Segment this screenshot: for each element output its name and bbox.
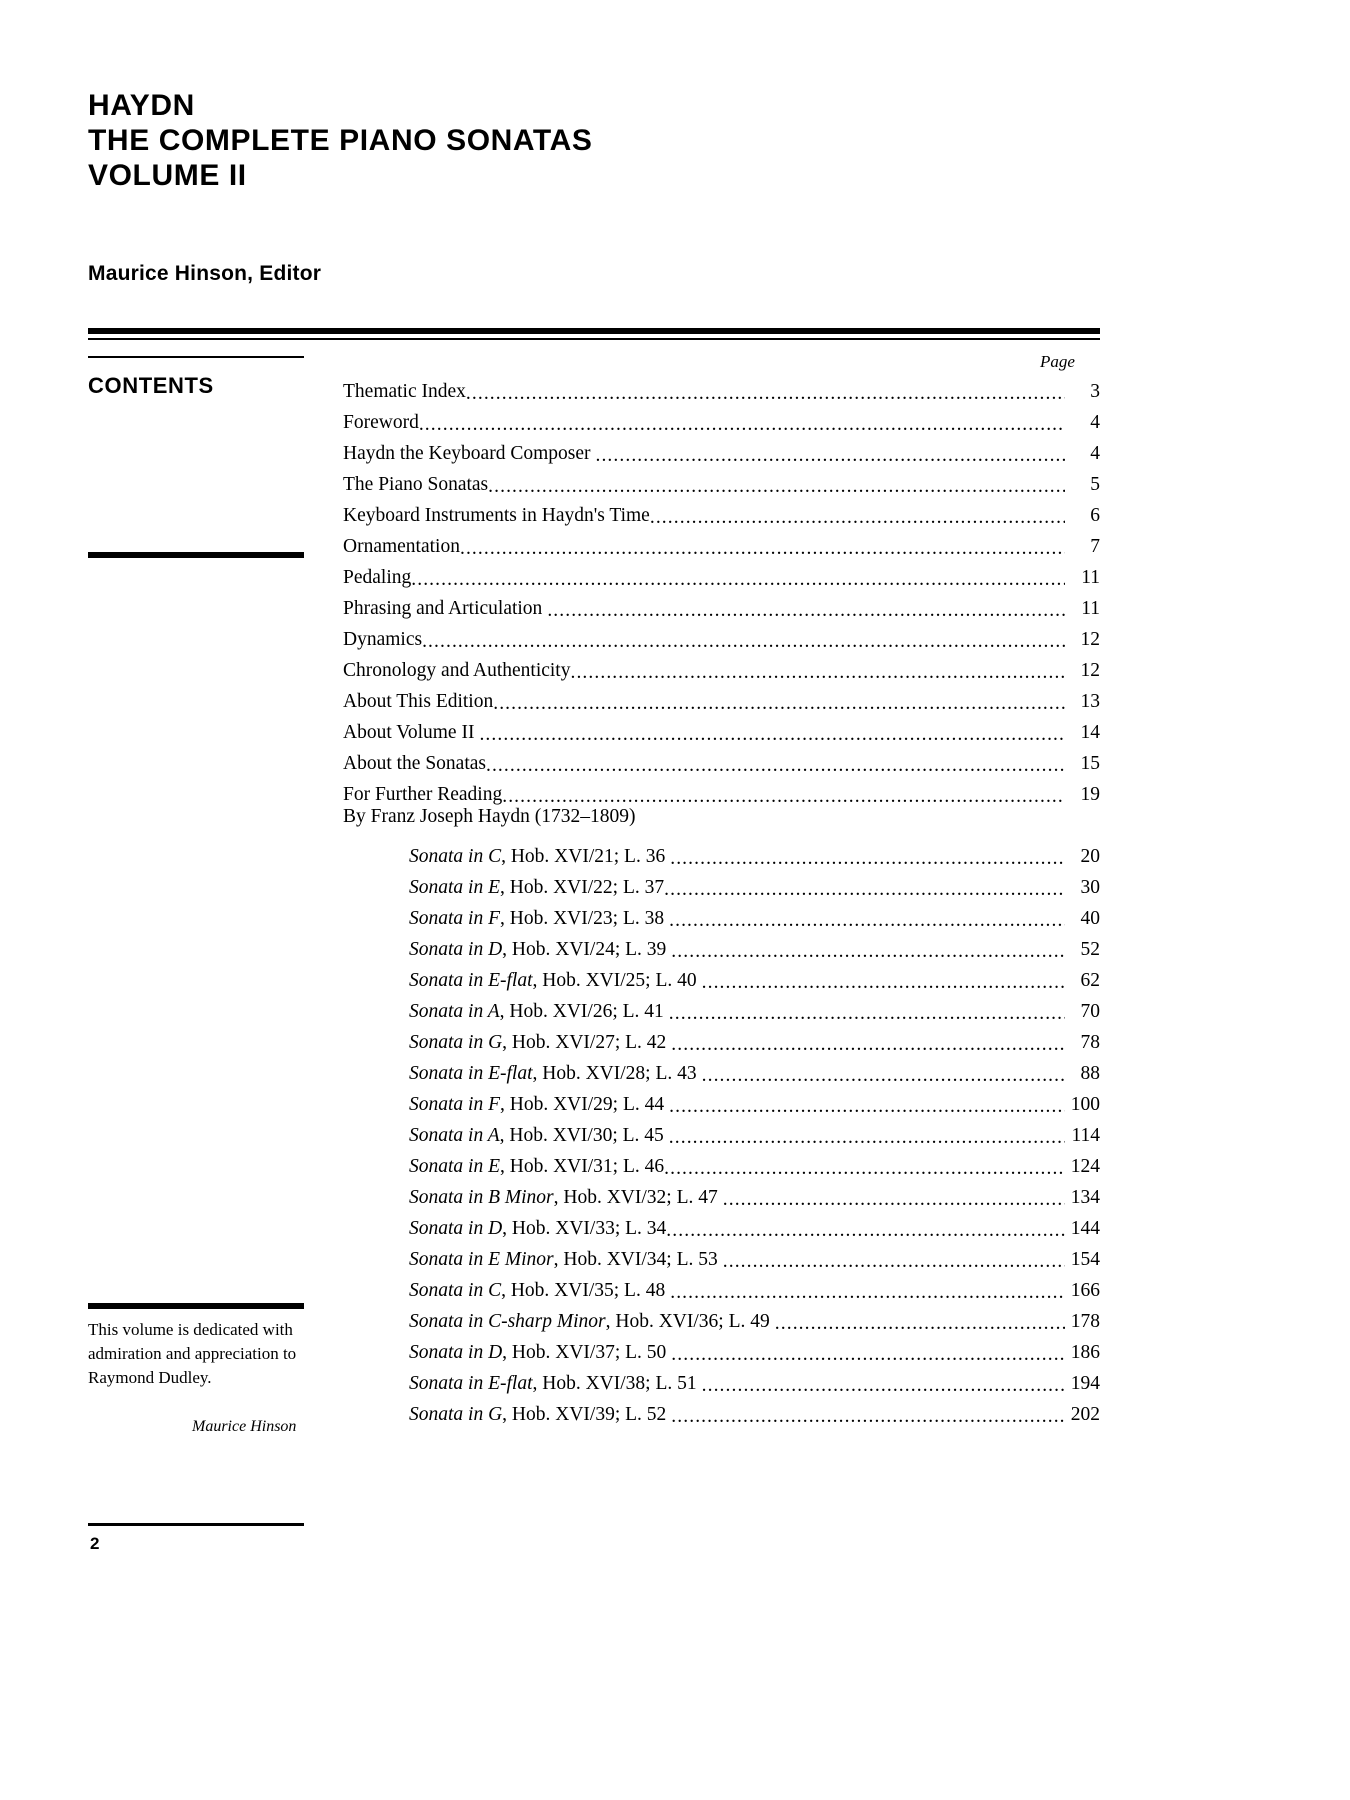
toc-entry-page-number: 88 [1080, 1063, 1100, 1084]
toc-entry-page-number: 15 [1080, 753, 1100, 774]
toc-entry[interactable] [343, 620, 1100, 651]
toc-dot-leader [723, 1255, 1065, 1268]
toc-entry-work-title: Sonata in F [409, 908, 500, 929]
title-line-composer: HAYDN [88, 89, 195, 122]
toc-dot-leader [669, 1131, 1065, 1144]
toc-entry[interactable] [343, 1023, 1100, 1054]
toc-entry-page-number: 52 [1080, 939, 1100, 960]
toc-entry-catalog-ref: , Hob. XVI/28; L. 43 [532, 1063, 697, 1084]
toc-entry[interactable] [343, 1054, 1100, 1085]
toc-entry-page-number: 6 [1090, 505, 1100, 526]
sidebar-rule-middle [88, 552, 304, 558]
toc-entry-page-number: 11 [1081, 598, 1100, 619]
toc-dot-leader [493, 697, 1065, 710]
toc-dot-leader [570, 666, 1065, 679]
toc-dot-leader [664, 1162, 1065, 1175]
toc-dot-leader [664, 883, 1065, 896]
toc-entry-catalog-ref: , Hob. XVI/31; L. 46 [500, 1156, 665, 1177]
title-line-work: THE COMPLETE PIANO SONATAS [88, 124, 593, 157]
toc-dot-leader [666, 1224, 1065, 1237]
toc-entry-page-number: 114 [1071, 1125, 1100, 1146]
toc-entry-page-number: 30 [1080, 877, 1100, 898]
toc-composer-heading: By Franz Joseph Haydn (1732–1809) [343, 806, 636, 827]
toc-entry-page-number: 194 [1070, 1373, 1100, 1394]
toc-dot-leader [669, 1100, 1065, 1113]
toc-entry[interactable] [343, 651, 1100, 682]
toc-entry-page-number: 20 [1080, 846, 1100, 867]
header-rule-thick [88, 328, 1100, 334]
toc-entry[interactable] [343, 775, 1100, 806]
toc-entry-page-number: 166 [1070, 1280, 1100, 1301]
toc-entry[interactable] [343, 899, 1100, 930]
page-number-folio: 2 [90, 1534, 100, 1553]
toc-entry-catalog-ref: , Hob. XVI/27; L. 42 [502, 1032, 667, 1053]
toc-entry-catalog-ref: , Hob. XVI/33; L. 34 [502, 1218, 667, 1239]
toc-entry-work-title: Sonata in G [409, 1404, 503, 1425]
toc-dot-leader [723, 1193, 1065, 1206]
page-column-header: Page [1040, 352, 1075, 371]
toc-entry-catalog-ref: , Hob. XVI/22; L. 37 [500, 877, 665, 898]
toc-entry-page-number: 4 [1090, 412, 1100, 433]
toc-entry-page-number: 178 [1070, 1311, 1100, 1332]
toc-entry-label: Dynamics [343, 629, 423, 650]
toc-dot-leader [671, 945, 1065, 958]
toc-entry-label: Foreword [343, 412, 419, 433]
toc-dot-leader [595, 449, 1065, 462]
toc-entry-page-number: 11 [1081, 567, 1100, 588]
toc-entry-label [409, 1249, 718, 1271]
toc-entry-work-title: Sonata in C [409, 846, 502, 867]
toc-entry-page-number: 14 [1080, 722, 1100, 743]
toc-entry[interactable] [343, 1395, 1100, 1426]
toc-entry-label: About Volume II [343, 722, 475, 743]
toc-dot-leader [460, 542, 1065, 555]
masthead [88, 88, 988, 193]
toc-entry-page-number: 124 [1070, 1156, 1100, 1177]
toc-entry-label [409, 877, 664, 899]
toc-entry-label: Chronology and Authenticity [343, 660, 571, 681]
header-rule-thin [88, 338, 1100, 340]
toc-entry-label: Keyboard Instruments in Haydn's Time [343, 505, 650, 526]
toc-entry-page-number: 62 [1080, 970, 1100, 991]
toc-entry-work-title: Sonata in F [409, 1094, 500, 1115]
toc-entry-page-number: 70 [1080, 1001, 1100, 1022]
toc-entry-catalog-ref: , Hob. XVI/35; L. 48 [501, 1280, 666, 1301]
toc-dot-leader [479, 728, 1065, 741]
toc-dot-leader [669, 1007, 1065, 1020]
toc-entry-catalog-ref: , Hob. XVI/36; L. 49 [605, 1311, 770, 1332]
toc-entry[interactable] [343, 372, 1100, 403]
toc-entry-label [409, 1342, 666, 1364]
toc-entry[interactable] [343, 713, 1100, 744]
toc-entry-label: For Further Reading [343, 784, 503, 805]
toc-entry-work-title: Sonata in E-flat [409, 1063, 533, 1084]
toc-entry[interactable] [343, 589, 1100, 620]
toc-entry-label [409, 939, 666, 961]
contents-heading: CONTENTS [88, 373, 214, 398]
toc-entry-label [409, 1280, 665, 1302]
toc-entry-page-number: 154 [1070, 1249, 1100, 1270]
toc-dot-leader [670, 1286, 1065, 1299]
toc-entry-catalog-ref: , Hob. XVI/21; L. 36 [501, 846, 666, 867]
toc-entry-work-title: Sonata in C [409, 1280, 502, 1301]
toc-dot-leader [488, 480, 1065, 493]
toc-entry-page-number: 5 [1090, 474, 1100, 495]
toc-dot-leader [775, 1317, 1065, 1330]
toc-entry-label [409, 846, 665, 868]
toc-dot-leader [486, 759, 1065, 772]
toc-entry-label: Pedaling [343, 567, 412, 588]
toc-entry[interactable] [343, 744, 1100, 775]
toc-entry[interactable] [343, 1240, 1100, 1271]
toc-dot-leader [547, 604, 1065, 617]
toc-entry-label [409, 908, 664, 930]
toc-entry[interactable] [343, 434, 1100, 465]
toc-entry-catalog-ref: , Hob. XVI/23; L. 38 [500, 908, 665, 929]
toc-entry-page-number: 186 [1070, 1342, 1100, 1363]
toc-dot-leader [669, 914, 1065, 927]
toc-entry-label: Thematic Index [343, 381, 466, 402]
toc-entry[interactable] [343, 1302, 1100, 1333]
toc-entry[interactable] [343, 1085, 1100, 1116]
toc-entry-page-number: 4 [1090, 443, 1100, 464]
toc-entry[interactable] [343, 961, 1100, 992]
toc-entry-catalog-ref: , Hob. XVI/29; L. 44 [500, 1094, 665, 1115]
toc-entry[interactable] [343, 837, 1100, 868]
toc-entry[interactable] [343, 992, 1100, 1023]
toc-entry-page-number: 144 [1070, 1218, 1100, 1239]
toc-entry-label [409, 1187, 718, 1209]
toc-dot-leader [419, 418, 1065, 431]
title-line-volume: VOLUME II [88, 159, 247, 192]
toc-dot-leader [702, 1069, 1065, 1082]
toc-entry-work-title: Sonata in A [409, 1125, 500, 1146]
toc-entry-catalog-ref: , Hob. XVI/37; L. 50 [502, 1342, 667, 1363]
sidebar-rule-top [88, 356, 304, 358]
toc-entry-work-title: Sonata in G [409, 1032, 503, 1053]
toc-entry-page-number: 12 [1080, 629, 1100, 650]
toc-dot-leader [466, 387, 1065, 400]
table-of-contents [343, 372, 1100, 1426]
toc-entry-catalog-ref: , Hob. XVI/39; L. 52 [502, 1404, 667, 1425]
toc-entry-label: Ornamentation [343, 536, 460, 557]
toc-entry-label [409, 1063, 697, 1085]
toc-entry-page-number: 19 [1080, 784, 1100, 805]
toc-entry-catalog-ref: , Hob. XVI/32; L. 47 [553, 1187, 718, 1208]
toc-entry-page-number: 3 [1090, 381, 1100, 402]
toc-entry-page-number: 13 [1080, 691, 1100, 712]
toc-entry-work-title: Sonata in E [409, 1156, 500, 1177]
toc-entry-label: About the Sonatas [343, 753, 486, 774]
toc-entry-catalog-ref: , Hob. XVI/25; L. 40 [532, 970, 697, 991]
toc-entry-catalog-ref: , Hob. XVI/38; L. 51 [532, 1373, 697, 1394]
toc-entry-label [409, 1311, 770, 1333]
toc-dot-leader [702, 1379, 1065, 1392]
toc-entry-catalog-ref: , Hob. XVI/26; L. 41 [499, 1001, 664, 1022]
sidebar-rule-lower [88, 1303, 304, 1309]
toc-dot-leader [502, 790, 1065, 803]
toc-entry[interactable] [343, 1209, 1100, 1240]
toc-entry-label [409, 1404, 666, 1426]
toc-entry-work-title: Sonata in A [409, 1001, 500, 1022]
toc-entry-label [409, 1156, 664, 1178]
toc-entry-page-number: 134 [1070, 1187, 1100, 1208]
toc-entry-work-title: Sonata in E [409, 877, 500, 898]
toc-dot-leader [671, 1348, 1065, 1361]
toc-entry-label [409, 1373, 697, 1395]
toc-entry[interactable] [343, 558, 1100, 589]
dedication-text: This volume is dedicated with admiration and appreciation to Raymond Dudley. [88, 1320, 297, 1387]
toc-dot-leader [671, 1038, 1065, 1051]
toc-entry-page-number: 202 [1070, 1404, 1100, 1425]
toc-entry[interactable] [343, 682, 1100, 713]
toc-entry-label [409, 1001, 664, 1023]
toc-entry-label: About This Edition [343, 691, 494, 712]
toc-entry[interactable] [343, 403, 1100, 434]
toc-dot-leader [671, 1410, 1065, 1423]
toc-entry-label [409, 1218, 666, 1240]
toc-entry-catalog-ref: , Hob. XVI/34; L. 53 [553, 1249, 718, 1270]
toc-entry-label: Phrasing and Articulation [343, 598, 543, 619]
toc-entry-work-title: Sonata in D [409, 1218, 503, 1239]
footer-rule [88, 1523, 304, 1526]
toc-entry-work-title: Sonata in E-flat [409, 970, 533, 991]
toc-entry[interactable] [343, 1271, 1100, 1302]
toc-entry-page-number: 78 [1080, 1032, 1100, 1053]
toc-entry-work-title: Sonata in B Minor [409, 1187, 554, 1208]
toc-entry[interactable] [343, 1178, 1100, 1209]
toc-entry[interactable] [343, 930, 1100, 961]
dedication-signature: Maurice Hinson [192, 1418, 297, 1435]
toc-entry[interactable] [343, 1147, 1100, 1178]
toc-entry[interactable] [343, 465, 1100, 496]
toc-entry[interactable] [343, 527, 1100, 558]
toc-entry-catalog-ref: , Hob. XVI/24; L. 39 [502, 939, 667, 960]
toc-dot-leader [670, 852, 1065, 865]
toc-entry-page-number: 7 [1090, 536, 1100, 557]
toc-entry-page-number: 40 [1080, 908, 1100, 929]
toc-dot-leader [411, 573, 1065, 586]
toc-entry-catalog-ref: , Hob. XVI/30; L. 45 [499, 1125, 664, 1146]
toc-entry-page-number: 100 [1070, 1094, 1100, 1115]
toc-entry[interactable] [343, 496, 1100, 527]
toc-entry-work-title: Sonata in E Minor [409, 1249, 554, 1270]
toc-dot-leader [422, 635, 1065, 648]
toc-entry-work-title: Sonata in D [409, 1342, 503, 1363]
toc-entry-work-title: Sonata in D [409, 939, 503, 960]
toc-entry[interactable] [343, 868, 1100, 899]
toc-entry[interactable] [343, 1333, 1100, 1364]
toc-entry-label [409, 1125, 664, 1147]
toc-entry-label [409, 1094, 664, 1116]
toc-dot-leader [702, 976, 1065, 989]
toc-entry[interactable] [343, 1364, 1100, 1395]
toc-entry-work-title: Sonata in E-flat [409, 1373, 533, 1394]
toc-entry-work-title: Sonata in C-sharp Minor [409, 1311, 606, 1332]
toc-entry-label [409, 1032, 666, 1054]
toc-entry-label: Haydn the Keyboard Composer [343, 443, 591, 464]
toc-entry-label [409, 970, 697, 992]
editor-credit: Maurice Hinson, Editor [88, 262, 322, 285]
toc-entry[interactable] [343, 1116, 1100, 1147]
toc-entry-page-number: 12 [1080, 660, 1100, 681]
toc-entry-label: The Piano Sonatas [343, 474, 489, 495]
toc-dot-leader [650, 511, 1065, 524]
